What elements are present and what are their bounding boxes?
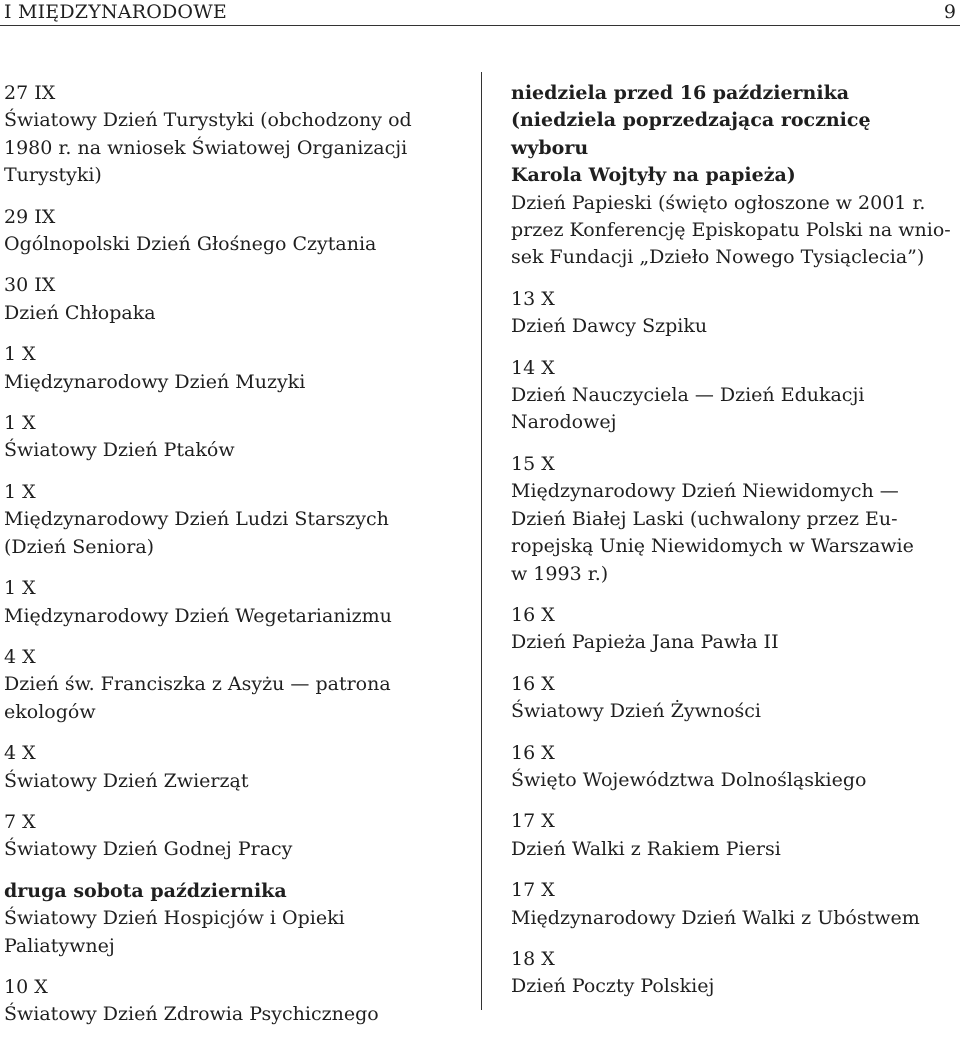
entry-date: 4 X (4, 645, 36, 668)
entry-date: 7 X (4, 810, 36, 833)
entry-date-label-line: (niedziela poprzedzająca rocznicę wyboru (511, 109, 871, 159)
entry-description (4, 836, 444, 863)
entry-description (511, 836, 951, 863)
description-line: Światowy Dzień Ptaków (4, 439, 235, 462)
entry-date: 14 X (511, 356, 555, 379)
page-number: 9 (943, 1, 956, 23)
entry-description (511, 313, 951, 340)
running-header (0, 0, 960, 26)
description-line: Międzynarodowy Dzień Muzyki (4, 370, 306, 393)
calendar-entry (511, 808, 951, 863)
description-line: Światowy Dzień Zdrowia Psychicznego (4, 1003, 379, 1026)
entry-date: 27 IX (4, 82, 56, 104)
description-line: Dzień Walki z Rakiem Piersi (511, 837, 781, 860)
entry-date: 1 X (4, 480, 36, 503)
entry-description (4, 671, 444, 726)
description-line: Międzynarodowy Dzień Ludzi Starszych (4, 508, 389, 531)
entry-date: 16 X (511, 741, 555, 764)
description-line: Dzień Białej Laski (uchwalony przez Eu- (511, 507, 898, 530)
entry-description (4, 506, 444, 561)
description-line: Narodowej (511, 411, 617, 434)
calendar-entry (511, 451, 951, 588)
calendar-entry (511, 286, 951, 341)
calendar-entry (4, 878, 444, 960)
calendar-entry (4, 809, 444, 864)
calendar-entry (4, 80, 444, 190)
calendar-entry (511, 946, 951, 1001)
entry-date-label-line: Karola Wojtyły na papieża) (511, 164, 796, 187)
calendar-entry (511, 740, 951, 795)
description-line: ekologów (4, 700, 96, 723)
calendar-entry (4, 479, 444, 561)
calendar-entry (511, 602, 951, 657)
description-line: Ogólnopolski Dzień Głośnego Czytania (4, 233, 377, 256)
entry-date: 15 X (511, 452, 555, 475)
calendar-entry (511, 80, 951, 272)
description-line: Światowy Dzień Żywności (511, 700, 761, 723)
entry-description (4, 369, 444, 396)
section-title: I MIĘDZYNARODOWE (4, 1, 227, 23)
description-line: sek Fundacji „Dzieło Nowego Tysiąclecia”) (511, 246, 925, 269)
description-line: Światowy Dzień Hospicjów i Opieki (4, 907, 345, 930)
entry-date: 1 X (4, 412, 36, 435)
description-line: Dzień Papieża Jana Pawła II (511, 631, 779, 654)
description-line: Światowy Dzień Godnej Pracy (4, 838, 293, 861)
entry-description (511, 382, 951, 437)
entry-description (511, 973, 951, 1000)
entry-date: 17 X (511, 879, 555, 902)
entry-description (511, 905, 951, 932)
description-line: Dzień Poczty Polskiej (511, 975, 715, 998)
calendar-entry (4, 974, 444, 1029)
entry-description (511, 767, 951, 794)
calendar-entry (511, 355, 951, 437)
left-column (4, 80, 444, 1043)
entry-date: 16 X (511, 672, 555, 695)
entry-description (4, 300, 444, 327)
description-line: Dzień Dawcy Szpiku (511, 315, 708, 338)
entry-date: 29 IX (4, 205, 56, 228)
description-line: ropejską Unię Niewidomych w Warszawie (511, 535, 914, 558)
entry-description (511, 698, 951, 725)
entry-description (4, 107, 444, 189)
calendar-entry (4, 575, 444, 630)
description-line: 1980 r. na wniosek Światowej Organizacji (4, 136, 408, 159)
description-line: (Dzień Seniora) (4, 535, 155, 558)
description-line: w 1993 r.) (511, 562, 609, 585)
description-line: Paliatywnej (4, 934, 115, 957)
calendar-entry (4, 644, 444, 726)
description-line: Święto Województwa Dolnośląskiego (511, 768, 867, 791)
calendar-entry (4, 272, 444, 327)
description-line: Światowy Dzień Zwierząt (4, 769, 249, 792)
entry-description (4, 231, 444, 258)
entry-description (4, 1001, 444, 1028)
entry-date-label-line: niedziela przed 16 października (511, 82, 850, 104)
column-divider (481, 72, 482, 1010)
entry-description (511, 190, 951, 272)
description-line: Turystyki) (4, 164, 102, 187)
entry-date: 4 X (4, 742, 36, 765)
right-column (511, 80, 951, 1015)
entry-date: 16 X (511, 603, 555, 626)
description-line: Dzień Nauczyciela — Dzień Edukacji (511, 384, 865, 407)
entry-description (4, 768, 444, 795)
entry-date: 30 IX (4, 274, 56, 297)
calendar-entry (4, 740, 444, 795)
description-line: Międzynarodowy Dzień Walki z Ubóstwem (511, 906, 920, 929)
entry-date: 17 X (511, 810, 555, 833)
entry-description (4, 437, 444, 464)
entry-date: 10 X (4, 975, 48, 998)
description-line: Dzień św. Franciszka z Asyżu — patrona (4, 673, 391, 696)
entry-description (4, 603, 444, 630)
calendar-entry (511, 877, 951, 932)
entry-date-label: druga sobota października (4, 879, 287, 902)
description-line: Dzień Papieski (święto ogłoszone w 2001 r. (511, 191, 926, 214)
calendar-entry (4, 341, 444, 396)
description-line: Dzień Chłopaka (4, 301, 156, 324)
entry-date: 1 X (4, 343, 36, 366)
calendar-entry (511, 671, 951, 726)
entry-date: 18 X (511, 947, 555, 970)
entry-date: 13 X (511, 287, 555, 310)
description-line: Światowy Dzień Turystyki (obchodzony od (4, 109, 412, 132)
entry-description (4, 905, 444, 960)
description-line: przez Konferencję Episkopatu Polski na wnio- (511, 219, 951, 242)
calendar-entry (4, 204, 444, 259)
description-line: Międzynarodowy Dzień Niewidomych — (511, 480, 899, 503)
calendar-entry (4, 410, 444, 465)
entry-description (511, 478, 951, 588)
entry-date: 1 X (4, 577, 36, 600)
entry-description (511, 629, 951, 656)
description-line: Międzynarodowy Dzień Wegetarianizmu (4, 604, 392, 627)
